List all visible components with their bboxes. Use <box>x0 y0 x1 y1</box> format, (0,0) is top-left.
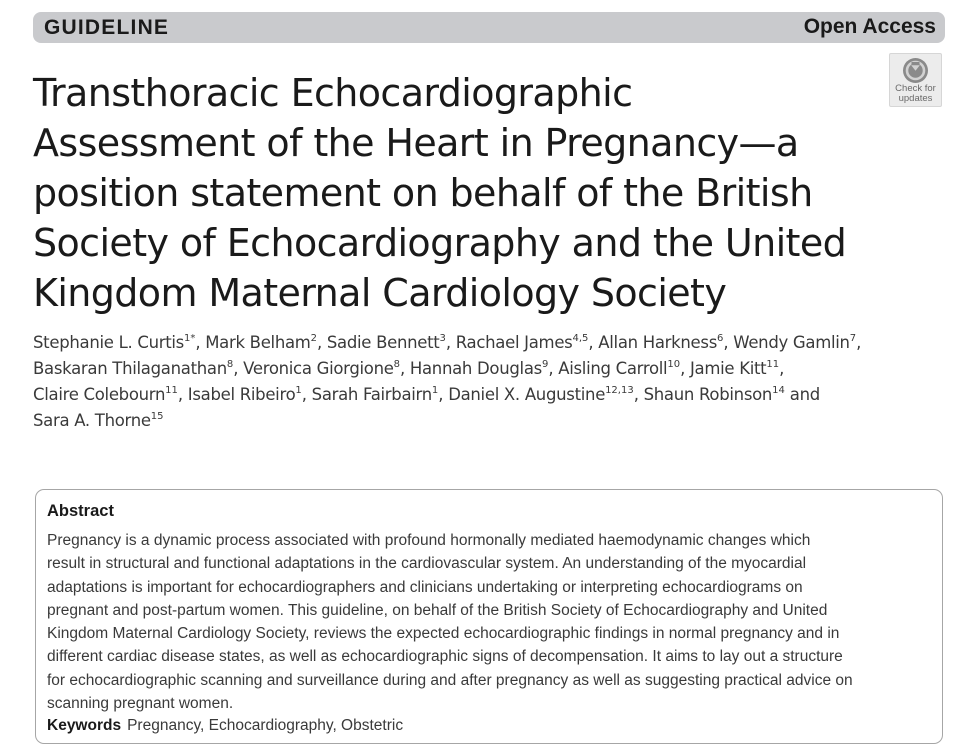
keywords-label: Keywords <box>47 717 122 734</box>
author-affiliation: 11 <box>165 385 178 396</box>
author-line: Stephanie L. Curtis$^{1*}$, Mark Belham$^2$, Sadie Bennett$^3$, Rachael James$^{4,5}$, Allan Harkness$^6$, Wendy Gamlin$^7$, <box>33 333 862 352</box>
check-for-updates-label: Check for updates <box>895 83 936 104</box>
author-name[interactable]: Isabel Ribeiro <box>187 385 296 404</box>
keywords-text: Pregnancy, Echocardiography, Obstetric <box>127 717 404 734</box>
author-name[interactable]: Rachael James <box>455 333 573 352</box>
author-affiliation: 1* <box>183 333 196 344</box>
author-name[interactable]: Shaun Robinson <box>643 385 773 404</box>
author-affiliation: 2 <box>310 333 317 344</box>
abstract-line: Pregnancy is a dynamic process associated with profound hormonally mediated haemodynamic changes which <box>47 532 811 549</box>
abstract-line: for echocardiographic scanning and surveillance during and after pregnancy as well as suggesting practical advice on <box>47 671 853 689</box>
abstract-box <box>35 489 943 744</box>
author-line: Claire Colebourn$^{11}$, Isabel Ribeiro$^1$, Sarah Fairbairn$^1$, Daniel X. Augustine$^{12,13}$, Shaun Robinson$^{14}$ and <box>33 385 820 404</box>
title-line: Society of Echocardiography and the United <box>33 221 847 265</box>
abstract-line: Kingdom Maternal Cardiology Society, reviews the expected echocardiographic findings in normal pregnancy and in <box>47 625 840 643</box>
author-affiliation: 8 <box>226 359 234 370</box>
author-name[interactable]: Aisling Carroll <box>558 359 668 378</box>
author-affiliation: 1 <box>295 385 302 396</box>
check-for-updates-icon <box>902 57 929 84</box>
article-title <box>33 68 893 318</box>
author-name[interactable]: Hannah Douglas <box>409 359 542 378</box>
abstract-line: pregnant and post-partum women. This guideline, on behalf of the British Society of Echocardiography and United <box>47 601 828 619</box>
author-affiliation: 1 <box>431 385 439 396</box>
author-line: Baskaran Thilaganathan$^8$, Veronica Giorgione$^8$, Hannah Douglas$^9$, Aisling Carroll$^{10}$, Jamie Kitt$^{11}$, <box>33 359 785 378</box>
title-line: Transthoracic Echocardiographic <box>33 71 633 115</box>
author-affiliation: 8 <box>393 359 400 370</box>
author-list <box>33 330 933 434</box>
author-name[interactable]: Veronica Giorgione <box>243 359 394 378</box>
author-affiliation: 12,13 <box>605 385 634 396</box>
abstract-line: scanning pregnant women. <box>47 695 234 713</box>
article-category: GUIDELINE <box>44 16 170 39</box>
author-affiliation: 14 <box>772 385 785 396</box>
author-name[interactable]: Wendy Gamlin <box>733 333 850 352</box>
author-name[interactable]: Stephanie L. Curtis <box>33 333 184 352</box>
check-for-updates-button[interactable] <box>889 53 942 107</box>
author-affiliation: 7 <box>849 333 857 344</box>
author-name[interactable]: Claire Colebourn <box>33 385 166 404</box>
abstract-heading: Abstract <box>47 502 114 520</box>
author-affiliation: 10 <box>667 359 681 370</box>
author-name[interactable]: Baskaran Thilaganathan <box>33 359 227 378</box>
author-name[interactable]: Sarah Fairbairn <box>311 385 432 404</box>
author-name[interactable]: Sadie Bennett <box>326 333 440 352</box>
author-affiliation: 15 <box>150 411 164 422</box>
author-name[interactable]: Allan Harkness <box>598 333 717 352</box>
author-affiliation: 6 <box>717 333 724 344</box>
open-access-label[interactable]: Open Access <box>803 15 936 38</box>
author-affiliation: 4,5 <box>572 333 589 344</box>
title-line: position statement on behalf of the British <box>33 171 813 215</box>
abstract-line: result in structural and functional adaptations in the cardiovascular system. An understanding of the myocardial <box>47 555 807 573</box>
author-name[interactable]: Daniel X. Augustine <box>448 385 606 404</box>
author-affiliation: 3 <box>439 333 446 344</box>
author-name[interactable]: Sara A. Thorne <box>33 411 151 430</box>
author-affiliation: 9 <box>541 359 549 370</box>
article-type-banner <box>33 12 945 43</box>
author-name[interactable]: Jamie Kitt <box>689 359 767 378</box>
author-name[interactable]: Mark Belham <box>205 333 311 352</box>
title-line: Assessment of the Heart in Pregnancy—a <box>33 121 799 165</box>
title-line: Kingdom Maternal Cardiology Society <box>33 271 727 315</box>
abstract-line: different cardiac disease states, as well as echocardiographic signs of decompensation. It aims to lay out a structure <box>47 648 843 666</box>
keywords-row <box>47 717 403 735</box>
abstract-body <box>47 529 937 715</box>
abstract-line: adaptations is important for echocardiographers and clinicians undertaking or interpreting echocardiograms on <box>47 578 803 596</box>
author-affiliation: 11 <box>766 359 780 370</box>
author-line <box>33 408 933 434</box>
